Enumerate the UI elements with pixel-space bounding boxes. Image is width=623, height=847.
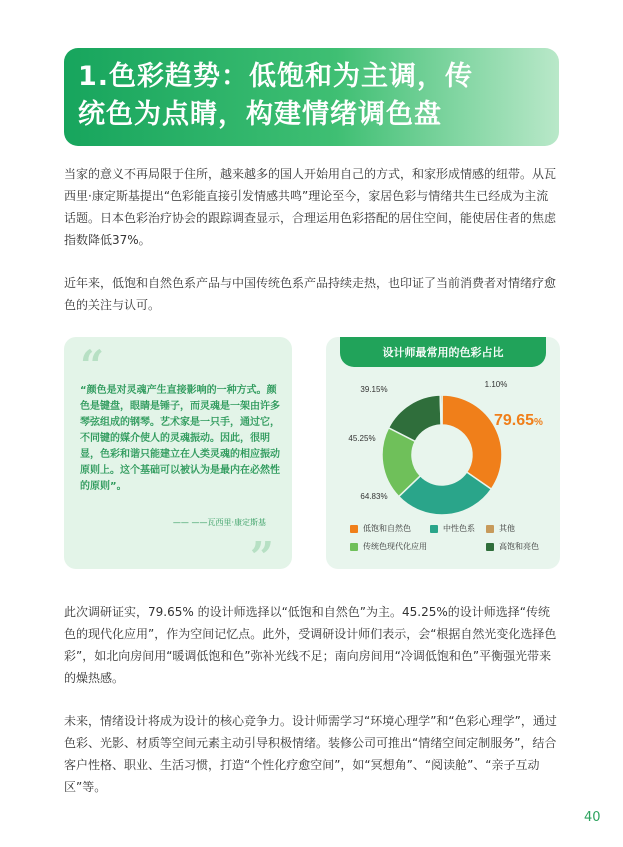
page-number: 40: [584, 810, 601, 825]
legend-swatch-icon: [486, 543, 494, 551]
section-title: [78, 58, 545, 134]
chart-legend: [350, 523, 550, 552]
legend-item-2: [486, 523, 546, 534]
trend-paragraph: 近年来，低饱和自然色系产品与中国传统色系产品持续走热，也印证了当前消费者对情绪疗愈色的关注与认可。: [64, 276, 557, 312]
legend-swatch-icon: [350, 543, 358, 551]
highlight-value-label: 79.65%: [494, 412, 543, 429]
slice-label-2: 45.25%: [348, 434, 376, 443]
survey-paragraph: 此次调研证实，79.65% 的设计师选择以“低饱和自然色”为主。45.25%的设计师选择“传统色的现代化应用”，作为空间记忆点。此外，受调研设计师们表示，会“根据自然光变化选择色彩”，如北向房间用“暖调低饱和色”弥补光线不足；南向房间用“冷调低饱和色”平衡强光带来的燥热感。: [64, 605, 557, 685]
legend-label: 传统色现代化应用: [363, 542, 427, 551]
section-title-banner: [64, 48, 559, 146]
open-quote-icon: “: [80, 341, 105, 390]
quote-text: “颜色是对灵魂产生直接影响的一种方式。颜色是键盘，眼睛是锤子，而灵魂是一架由许多琴弦组成的钢琴。艺术家是一只手，通过它，不同键的媒介使人的灵魂振动。因此，很明显，色彩和谐只能建立在人类灵魂的相应振动原则上。这个基础可以被认为是最内在必然性的原则”。: [80, 385, 280, 492]
quote-card: [64, 337, 292, 582]
donut-chart: [326, 337, 560, 523]
future-paragraph: 未来，情绪设计将成为设计的核心竞争力。设计师需学习“环境心理学”和“色彩心理学”，通过色彩、光影、材质等空间元素主动引导积极情绪。装修公司可推出“情绪空间定制服务”，结合客户性格、职业、生活习惯，打造“个性化疗愈空间”，如“冥想角”、“阅读舱”、“亲子互动区”等。: [64, 714, 557, 794]
section-title-line-1: 1.色彩趋势：低饱和为主调，传: [78, 61, 474, 92]
legend-label: 低饱和自然色: [363, 524, 411, 533]
legend-label: 其他: [499, 524, 515, 533]
slice-label-4: 1.10%: [484, 380, 508, 389]
legend-swatch-icon: [486, 525, 494, 533]
intro-paragraph: 当家的意义不再局限于住所，越来越多的国人开始用自己的方式，和家形成情感的纽带。从瓦西里·康定斯基提出“色彩能直接引发情感共鸣”理论至今，家居色彩与情绪共生已经成为主流话题。日本色彩治疗协会的跟踪调查显示，合理运用色彩搭配的居住空间，能使居住者的焦虑指数降低37%。: [64, 167, 557, 247]
legend-item-4: [486, 541, 546, 552]
slice-label-1: 64.83%: [360, 492, 388, 501]
color-share-chart-card: [326, 337, 560, 569]
quote-author: —— ——瓦西里·康定斯基: [172, 518, 266, 527]
legend-swatch-icon: [430, 525, 438, 533]
legend-item-0: [350, 523, 430, 534]
legend-item-1: [430, 523, 486, 534]
slice-label-3: 39.15%: [360, 385, 388, 394]
legend-swatch-icon: [350, 525, 358, 533]
section-title-line-2: 统色为点睛，构建情绪调色盘: [78, 99, 442, 130]
legend-label: 中性色系: [443, 524, 475, 533]
legend-item-3: [350, 541, 486, 552]
close-quote-icon: ”: [249, 533, 274, 582]
legend-label: 高饱和亮色: [499, 542, 539, 551]
chart-title: 设计师最常用的色彩占比: [340, 337, 546, 367]
donut-slice-4: [440, 395, 442, 425]
